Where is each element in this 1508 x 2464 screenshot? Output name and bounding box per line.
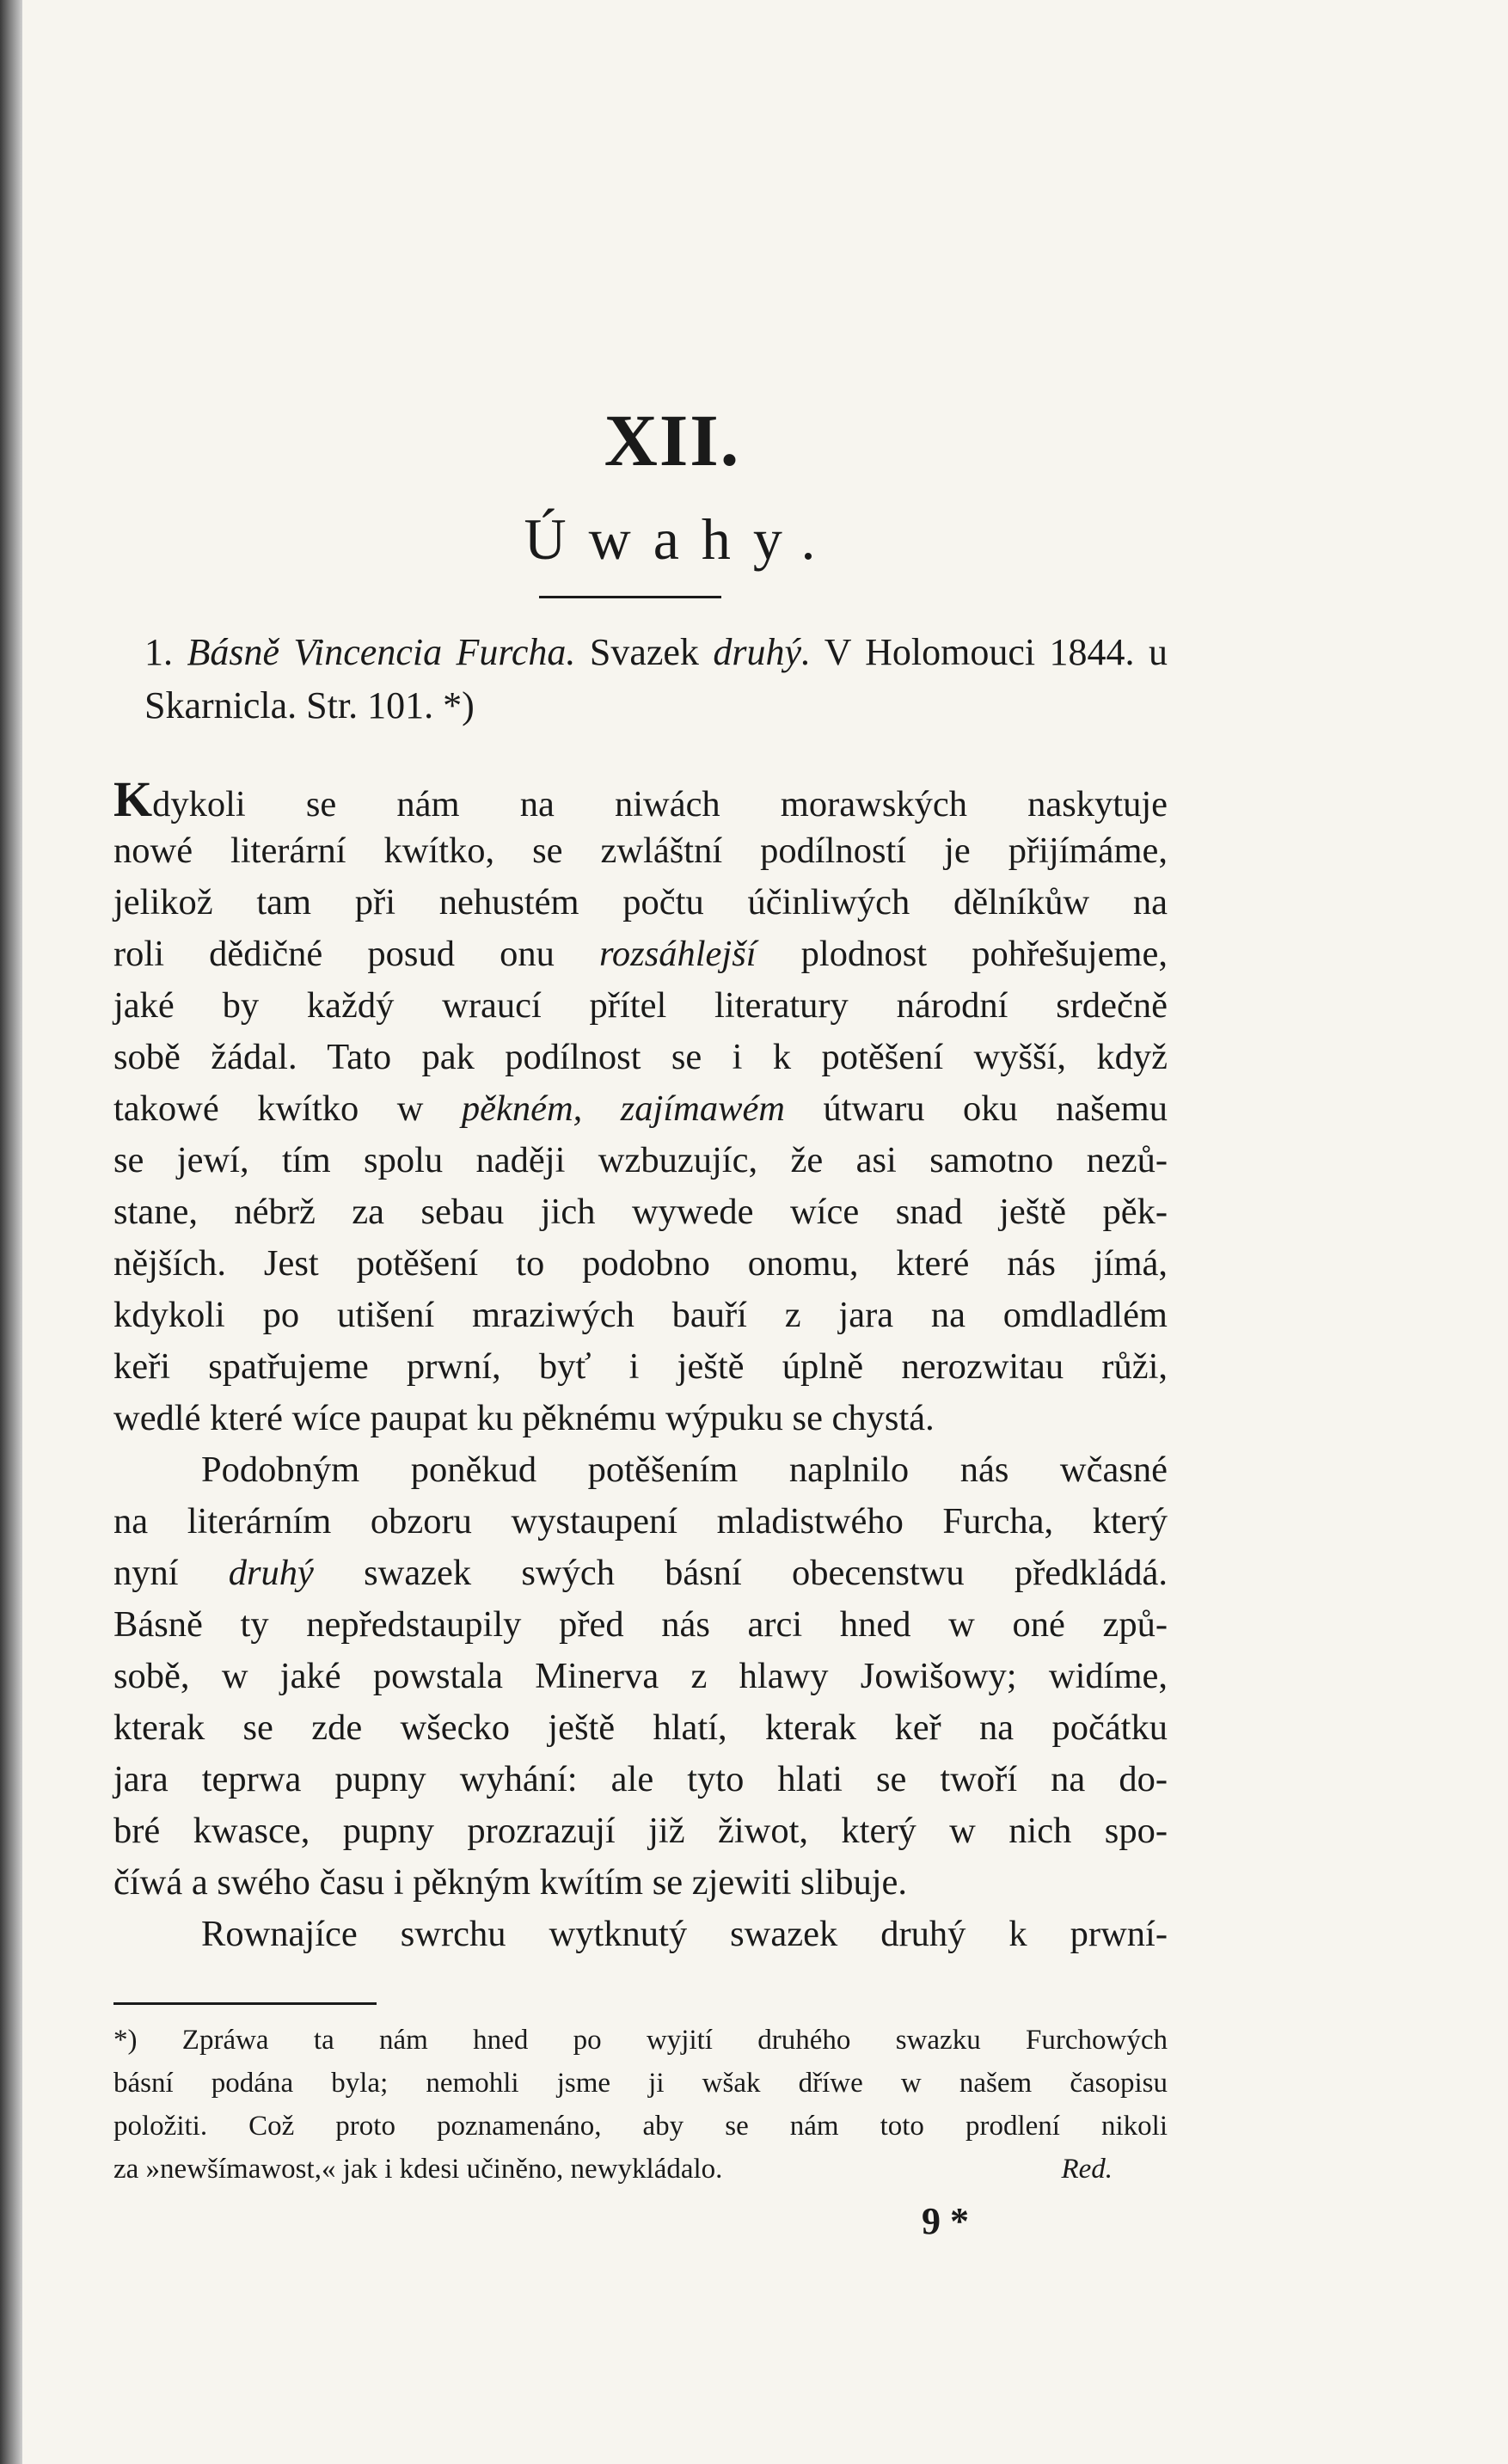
drop-cap: K <box>113 771 153 827</box>
body-line <box>113 1599 1168 1651</box>
footnote-last-line-row <box>113 2148 1168 2191</box>
chapter-title: Úwahy. <box>524 506 838 572</box>
review-entry-heading <box>144 626 1168 732</box>
body-line <box>113 1702 1168 1754</box>
printer-signature-mark: 9 * <box>922 2200 969 2242</box>
body-line <box>113 1083 1168 1135</box>
body-line-text: nowé literární kwítko, se zwláštní podílností je přijímáme, <box>113 831 1168 871</box>
body-line <box>113 1651 1168 1702</box>
body-line <box>113 1754 1168 1805</box>
body-line-text: Básně ty nepředstaupily před nás arci hned w oné způ- <box>113 1604 1168 1645</box>
body-line-text: nějších. Jest potěšení to podobno onomu, které nás jímá, <box>113 1243 1168 1284</box>
chapter-number: XII. <box>604 399 741 481</box>
body-text <box>113 771 1168 1960</box>
body-line <box>113 1238 1168 1290</box>
emphasis: rozsáhlejší <box>598 934 757 974</box>
body-line-text: Rownajíce swrchu wytknutý swazek druhý k prwní- <box>201 1914 1168 1954</box>
body-line <box>113 1548 1168 1599</box>
body-line <box>113 1496 1168 1548</box>
body-line <box>113 1805 1168 1857</box>
body-line-text-after: plodnost pohřešujeme, <box>756 934 1168 974</box>
body-line <box>113 929 1168 980</box>
body-line <box>113 980 1168 1032</box>
body-line-text: číwá a swého času i pěkným kwítím se zjewiti slibuje. <box>113 1862 907 1903</box>
footnote-line: básní podána byla; nemohli jsme ji wšak dříwe w našem časopisu <box>113 2068 1168 2099</box>
body-line <box>113 1444 1168 1496</box>
book-page <box>113 0 1180 2464</box>
body-line-text: se jewí, tím spolu naději wzbuzujíc, že asi samotno nezů- <box>113 1140 1168 1180</box>
body-line <box>113 1909 1168 1960</box>
scan-edge-shadow <box>0 0 22 2464</box>
body-line-text-after: swazek swých básní obecenstwu předkládá. <box>313 1553 1168 1593</box>
body-line-text: takowé kwítko w <box>113 1088 462 1129</box>
body-line-text-after: útwaru oku našemu <box>785 1088 1168 1129</box>
body-line <box>113 1857 1168 1909</box>
body-line-text: jaké by každý wraucí přítel literatury národní srdečně <box>113 985 1168 1026</box>
body-line <box>113 1186 1168 1238</box>
title-rule <box>539 596 721 598</box>
footnote-signature: Red. <box>1061 2154 1113 2185</box>
body-line-text: sobě, w jaké powstala Minerva z hlawy Jowišowy; widíme, <box>113 1656 1168 1696</box>
body-line <box>113 825 1168 877</box>
footnote-line: *) Zpráwa ta nám hned po wyjití druhého swazku Furchowých <box>113 2025 1168 2056</box>
emphasis: pěkném, zajímawém <box>461 1088 785 1129</box>
body-line-text: kterak se zde wšecko ještě hlatí, kterak keř na počátku <box>113 1707 1168 1748</box>
body-line-text: dykoli se nám na niwách morawských naskytuje <box>152 784 1168 824</box>
body-line <box>113 1135 1168 1186</box>
body-line-text: kdykoli po utišení mraziwých bauří z jara na omdladlém <box>113 1295 1168 1335</box>
body-line-text: roli dědičné posud onu <box>113 934 599 974</box>
entry-work-title: Básně Vincencia Furcha. <box>187 631 576 673</box>
body-line-text: na literárním obzoru wystaupení mladistwého Furcha, který <box>113 1501 1168 1542</box>
body-line-text: Podobným poněkud potěšením naplnilo nás wčasné <box>201 1450 1168 1490</box>
body-line-text: nyní <box>113 1553 229 1593</box>
body-line-text: wedlé které wíce paupat ku pěknému wýpuku se chystá. <box>113 1398 935 1438</box>
body-line <box>113 1341 1168 1393</box>
emphasis: druhý <box>228 1553 314 1593</box>
entry-number: 1. <box>144 631 173 673</box>
entry-publication: V Holomouci 1844. u Skarnicla. Str. 101. *) <box>144 631 1168 726</box>
footnote-last-line: za »newšímawost,« jak i kdesi učiněno, newykládalo. <box>113 2154 723 2185</box>
body-line <box>113 771 1168 827</box>
footnote <box>113 2019 1168 2191</box>
body-line <box>113 1032 1168 1083</box>
body-line-text: sobě žádal. Tato pak podílnost se i k potěšení wyšší, když <box>113 1037 1168 1077</box>
entry-volume: druhý. <box>713 631 812 673</box>
entry-volume-label: Svazek <box>589 631 699 673</box>
footnote-line: položiti. Což proto poznamenáno, aby se nám toto prodlení nikoli <box>113 2111 1168 2142</box>
footnote-rule <box>113 2002 377 2005</box>
body-line-text: jara teprwa pupny wyhání: ale tyto hlati se twoří na do- <box>113 1759 1168 1799</box>
body-line <box>113 1393 1168 1444</box>
body-line <box>113 1290 1168 1341</box>
body-line-text: keři spatřujeme prwní, byť i ještě úplně nerozwitau růži, <box>113 1346 1168 1387</box>
body-line-text: stane, nébrž za sebau jich wywede wíce snad ještě pěk- <box>113 1192 1168 1232</box>
body-line-text: bré kwasce, pupny prozrazují již žiwot, který w nich spo- <box>113 1811 1168 1851</box>
body-line <box>113 877 1168 929</box>
body-line-text: jelikož tam při nehustém počtu účinliwých dělníkůw na <box>113 882 1168 922</box>
